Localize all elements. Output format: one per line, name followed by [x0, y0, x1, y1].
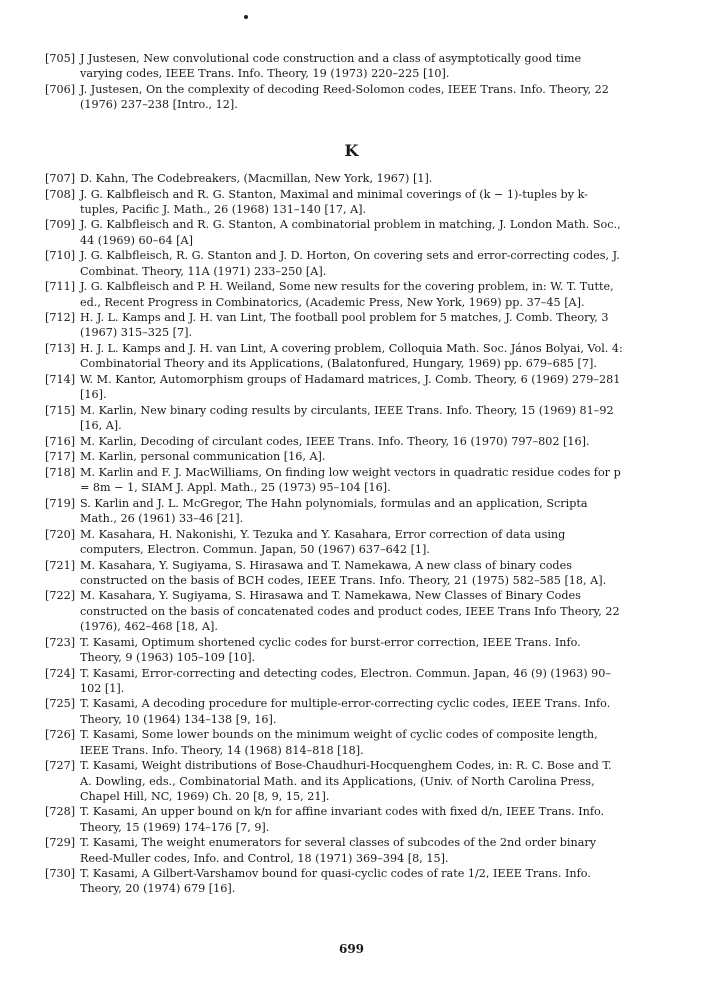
reference-number: [726]	[45, 728, 76, 742]
reference-number: [720]	[45, 527, 76, 541]
reference-number: [712]	[45, 311, 76, 325]
page-number: 699	[338, 942, 365, 956]
reference-entry	[45, 835, 625, 866]
reference-entry	[45, 588, 625, 634]
reference-number: [729]	[45, 836, 76, 850]
reference-text: H. J. L. Kamps and J. H. van Lint, The football pool problem for 5 matches, J. Comb. Theory, 3 (1967) 315–325 [7].	[80, 311, 609, 340]
reference-entry	[45, 449, 625, 464]
stray-mark	[244, 15, 248, 19]
reference-number: [710]	[45, 249, 76, 263]
reference-number: [717]	[45, 450, 76, 464]
reference-number: [713]	[45, 342, 76, 356]
reference-text: T. Kasami, The weight enumerators for several classes of subcodes of the 2nd order binary Reed-Muller codes, Info. and Control, 18 (1971) 369–394 [8, 15].	[80, 836, 597, 865]
reference-number: [718]	[45, 465, 76, 479]
reference-entry	[45, 341, 625, 372]
reference-text: J. Justesen, On the complexity of decoding Reed-Solomon codes, IEEE Trans. Info. Theory, 22 (1976) 237–238 [Intro., 12].	[80, 82, 609, 112]
reference-list-k	[45, 171, 625, 897]
reference-text: M. Kasahara, Y. Sugiyama, S. Hirasawa and T. Namekawa, A new class of binary codes constructed on the basis of BCH codes, IEEE Trans. Info. Theory, 21 (1975) 582–585 [18, A].	[80, 558, 607, 587]
reference-number: [705]	[45, 52, 76, 65]
reference-text: J. G. Kalbfleisch and P. H. Weiland, Some new results for the covering problem, in: W. T. Tutte, ed., Recent Progress in Combinatorics, (Academic Press, New York, 1969) pp. 37–45 [A].	[80, 280, 614, 309]
reference-text: D. Kahn, The Codebreakers, (Macmillan, New York, 1967) [1].	[80, 172, 433, 185]
reference-entry	[45, 171, 625, 186]
reference-entry	[45, 465, 625, 496]
reference-number: [727]	[45, 759, 76, 773]
reference-number: [715]	[45, 403, 76, 417]
reference-entry	[45, 666, 625, 697]
reference-entry	[45, 248, 625, 279]
reference-entry	[45, 527, 625, 558]
reference-number: [708]	[45, 187, 76, 201]
reference-number: [714]	[45, 372, 76, 386]
reference-entry	[45, 635, 625, 666]
reference-text: M. Kasahara, H. Nakonishi, Y. Tezuka and Y. Kasahara, Error correction of data using computers, Electron. Commun. Japan, 50 (1967) 637–642 [1].	[80, 527, 566, 556]
reference-entry	[45, 279, 625, 310]
reference-text: T. Kasami, A Gilbert-Varshamov bound for quasi-cyclic codes of rate 1/2, IEEE Trans. Info. Theory, 20 (1974) 679 [16].	[80, 867, 591, 896]
reference-entry	[45, 558, 625, 589]
reference-number: [719]	[45, 496, 76, 510]
reference-number: [716]	[45, 434, 76, 448]
reference-number: [728]	[45, 805, 76, 819]
reference-text: H. J. L. Kamps and J. H. van Lint, A covering problem, Colloquia Math. Soc. János Bolyai, Vol. 4: Combinatorial Theory and its Applications, (Balatonfured, Hungary, 1969) pp. 679–685 [7].	[80, 342, 623, 371]
reference-text: T. Kasami, An upper bound on k/n for affine invariant codes with fixed d/n, IEEE Trans. Info. Theory, 15 (1969) 174–176 [7, 9].	[80, 805, 605, 834]
reference-text: J. G. Kalbfleisch and R. G. Stanton, Maximal and minimal coverings of (k − 1)-tuples by k-tuples, Pacific J. Math., 26 (1968) 131–140 [17, A].	[80, 187, 588, 216]
reference-entry	[45, 372, 625, 403]
reference-text: M. Karlin, Decoding of circulant codes, IEEE Trans. Info. Theory, 16 (1970) 797–802 [16].	[80, 434, 590, 448]
reference-entry	[45, 727, 625, 758]
reference-entry	[45, 758, 625, 804]
reference-entry	[45, 82, 625, 113]
reference-number: [706]	[45, 82, 76, 96]
reference-text: W. M. Kantor, Automorphism groups of Hadamard matrices, J. Comb. Theory, 6 (1969) 279–281 [16].	[80, 372, 621, 402]
reference-text: M. Karlin, New binary coding results by circulants, IEEE Trans. Info. Theory, 15 (1969) 81–92 [16, A].	[80, 403, 614, 433]
reference-entry	[45, 496, 625, 527]
reference-entry	[45, 187, 625, 218]
reference-text: T. Kasami, Optimum shortened cyclic codes for burst-error correction, IEEE Trans. Info. Theory, 9 (1963) 105–109 [10].	[80, 635, 581, 664]
reference-number: [721]	[45, 558, 76, 572]
reference-number: [723]	[45, 635, 76, 649]
reference-text: T. Kasami, Weight distributions of Bose-Chaudhuri-Hocquenghem Codes, in: R. C. Bose and T. A. Dowling, eds., Combinatorial Math. and its Applications, (Univ. of North Carolina Press, Chapel Hill, NC, 1969) Ch. 20 [8, 9, 15, 21].	[80, 759, 612, 803]
reference-number: [709]	[45, 218, 76, 232]
reference-text: M. Karlin, personal communication [16, A].	[80, 450, 326, 464]
reference-number: [725]	[45, 697, 76, 711]
reference-text: S. Karlin and J. L. McGregor, The Hahn polynomials, formulas and an application, Scripta Math., 26 (1961) 33–46 [21].	[80, 496, 588, 526]
reference-entry	[45, 696, 625, 727]
reference-entry	[45, 51, 625, 82]
reference-text: M. Karlin and F. J. MacWilliams, On finding low weight vectors in quadratic residue codes for p = 8m − 1, SIAM J. Appl. Math., 25 (1973) 95–104 [16].	[80, 465, 621, 495]
reference-text: M. Kasahara, Y. Sugiyama, S. Hirasawa and T. Namekawa, New Classes of Binary Codes constructed on the basis of concatenated codes and product codes, IEEE Trans Info Theory, 22 (1976), 462–468 [18, A].	[80, 589, 620, 634]
reference-entry	[45, 403, 625, 434]
reference-entry	[45, 310, 625, 341]
reference-number: [724]	[45, 666, 76, 680]
reference-entry	[45, 804, 625, 835]
reference-entry	[45, 434, 625, 449]
reference-number: [707]	[45, 172, 76, 185]
reference-number: [722]	[45, 589, 76, 603]
reference-text: T. Kasami, A decoding procedure for multiple-error-correcting cyclic codes, IEEE Trans. Info. Theory, 10 (1964) 134–138 [9, 16].	[80, 697, 611, 726]
reference-text: J. G. Kalbfleisch, R. G. Stanton and J. D. Horton, On covering sets and error-correcting codes, J. Combinat. Theory, 11A (1971) 233–250 [A].	[80, 249, 620, 278]
reference-entry	[45, 866, 625, 897]
reference-list-top	[45, 51, 625, 113]
reference-entry	[45, 217, 625, 248]
reference-number: [711]	[45, 280, 76, 294]
reference-text: T. Kasami, Error-correcting and detecting codes, Electron. Commun. Japan, 46 (9) (1963) 90–102 [1].	[80, 666, 612, 695]
reference-text: T. Kasami, Some lower bounds on the minimum weight of cyclic codes of composite length, IEEE Trans. Info. Theory, 14 (1968) 814–818 [18].	[80, 728, 598, 757]
reference-text: J. G. Kalbfleisch and R. G. Stanton, A combinatorial problem in matching, J. London Math. Soc., 44 (1969) 60–64 [A]	[80, 218, 621, 247]
reference-number: [730]	[45, 867, 76, 881]
reference-text: J Justesen, New convolutional code construction and a class of asymptotically good time varying codes, IEEE Trans. Info. Theory, 19 (1973) 220–225 [10].	[80, 52, 582, 81]
section-heading: K	[344, 141, 359, 160]
